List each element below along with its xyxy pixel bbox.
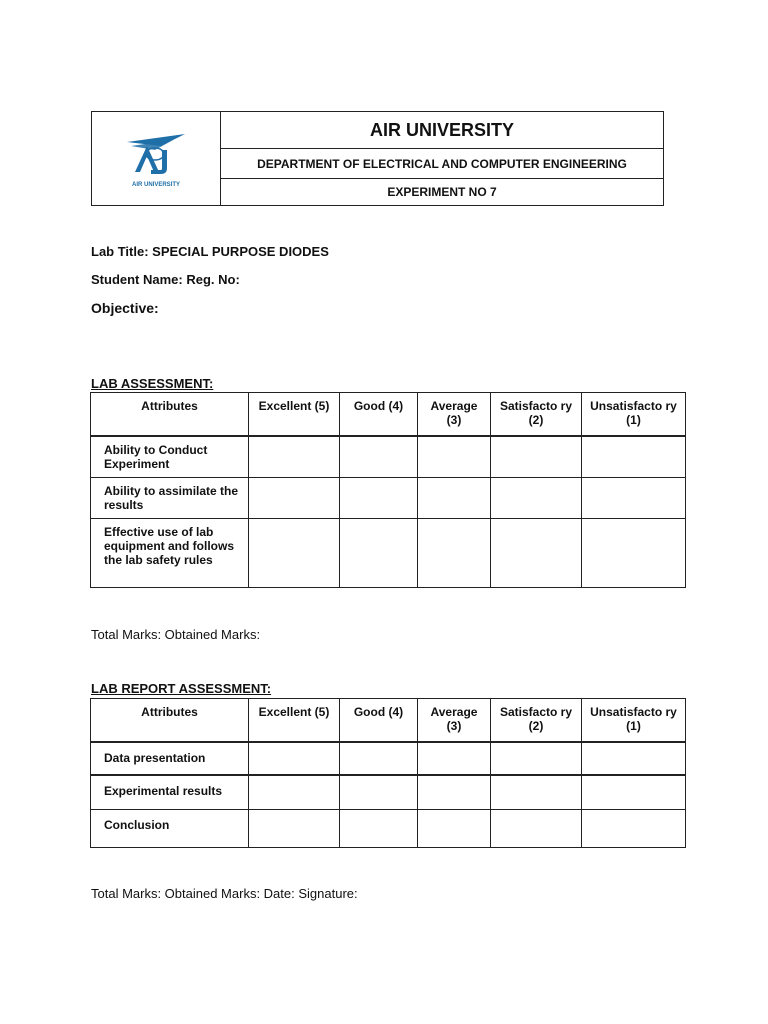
score-cell[interactable]	[491, 436, 582, 478]
logo-cell	[92, 112, 221, 205]
table-row	[91, 519, 686, 588]
table-header-row	[91, 699, 686, 742]
table-row	[91, 478, 686, 519]
score-cell[interactable]	[340, 478, 418, 519]
score-cell[interactable]	[582, 810, 686, 848]
score-cell[interactable]	[491, 519, 582, 588]
lab-total-marks: Total Marks: Obtained Marks:	[91, 627, 261, 642]
column-header: Excellent (5)	[249, 393, 340, 436]
column-header: Satisfacto ry (2)	[491, 393, 582, 436]
department-name: DEPARTMENT OF ELECTRICAL AND COMPUTER ENGINEERING	[221, 149, 663, 179]
air-university-logo-icon	[121, 128, 191, 190]
header-box	[91, 111, 664, 206]
score-cell[interactable]	[418, 810, 491, 848]
table-row	[91, 436, 686, 478]
score-cell[interactable]	[582, 478, 686, 519]
report-total-marks: Total Marks: Obtained Marks: Date: Signature:	[91, 886, 358, 901]
column-header: Attributes	[91, 393, 249, 436]
experiment-number: EXPERIMENT NO 7	[387, 185, 497, 199]
logo-caption: AIR UNIVERSITY	[131, 181, 181, 188]
report-assessment-table	[90, 698, 686, 848]
table-header-row	[91, 393, 686, 436]
table-row	[91, 742, 686, 775]
score-cell[interactable]	[582, 436, 686, 478]
attribute-cell: Effective use of lab equipment and follows the lab safety rules	[91, 519, 249, 588]
score-cell[interactable]	[340, 742, 418, 775]
attribute-cell: Ability to assimilate the results	[91, 478, 249, 519]
column-header: Attributes	[91, 699, 249, 742]
student-info: Student Name: Reg. No:	[91, 272, 240, 287]
score-cell[interactable]	[249, 436, 340, 478]
score-cell[interactable]	[340, 519, 418, 588]
score-cell[interactable]	[249, 478, 340, 519]
score-cell[interactable]	[418, 742, 491, 775]
score-cell[interactable]	[249, 519, 340, 588]
university-name: AIR UNIVERSITY	[221, 112, 663, 149]
score-cell[interactable]	[249, 775, 340, 810]
column-header: Average (3)	[418, 393, 491, 436]
score-cell[interactable]	[340, 810, 418, 848]
score-cell[interactable]	[491, 742, 582, 775]
score-cell[interactable]	[582, 519, 686, 588]
score-cell[interactable]	[249, 810, 340, 848]
attribute-cell: Conclusion	[91, 810, 249, 848]
objective-label: Objective:	[91, 300, 159, 316]
lab-assessment-title: LAB ASSESSMENT:	[91, 376, 214, 391]
score-cell[interactable]	[340, 436, 418, 478]
score-cell[interactable]	[491, 775, 582, 810]
score-cell[interactable]	[582, 742, 686, 775]
column-header: Unsatisfacto ry (1)	[582, 699, 686, 742]
lab-assessment-table	[90, 392, 686, 588]
score-cell[interactable]	[491, 478, 582, 519]
attribute-cell: Data presentation	[91, 742, 249, 775]
table-row	[91, 810, 686, 848]
column-header: Good (4)	[340, 393, 418, 436]
score-cell[interactable]	[491, 810, 582, 848]
attribute-cell: Ability to Conduct Experiment	[91, 436, 249, 478]
table-row	[91, 775, 686, 810]
score-cell[interactable]	[418, 775, 491, 810]
column-header: Good (4)	[340, 699, 418, 742]
score-cell[interactable]	[418, 436, 491, 478]
attribute-cell: Experimental results	[91, 775, 249, 810]
score-cell[interactable]	[582, 775, 686, 810]
score-cell[interactable]	[418, 519, 491, 588]
score-cell[interactable]	[418, 478, 491, 519]
column-header: Average (3)	[418, 699, 491, 742]
header-titles	[221, 112, 663, 205]
score-cell[interactable]	[249, 742, 340, 775]
column-header: Satisfacto ry (2)	[491, 699, 582, 742]
lab-title: Lab Title: SPECIAL PURPOSE DIODES	[91, 244, 329, 259]
score-cell[interactable]	[340, 775, 418, 810]
column-header: Excellent (5)	[249, 699, 340, 742]
report-assessment-title: LAB REPORT ASSESSMENT:	[91, 681, 272, 696]
column-header: Unsatisfacto ry (1)	[582, 393, 686, 436]
